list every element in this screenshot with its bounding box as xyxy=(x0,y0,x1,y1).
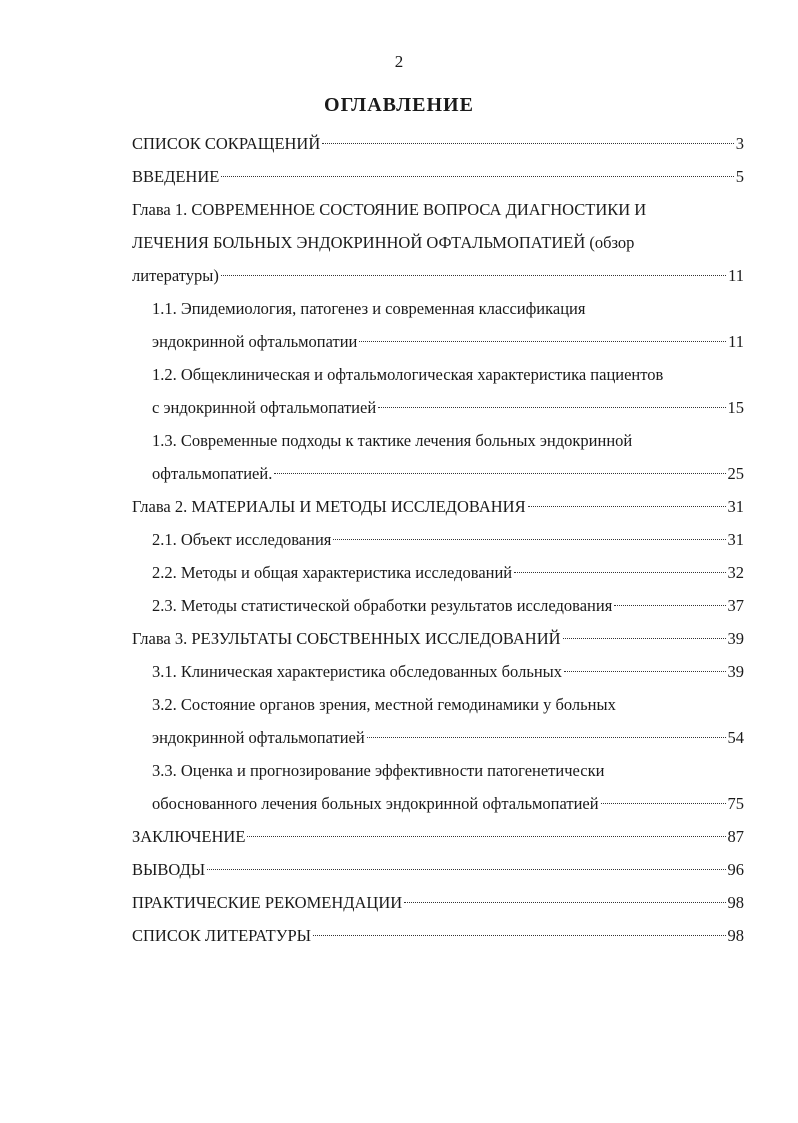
toc-entry-row xyxy=(132,919,744,952)
toc-entry-line: 1.1. Эпидемиология, патогенез и современная классификация xyxy=(152,299,586,318)
toc-page-number: 37 xyxy=(727,596,744,615)
toc-entry[interactable] xyxy=(132,655,744,688)
dot-leader xyxy=(313,934,725,936)
dot-leader xyxy=(514,571,725,573)
toc-page-number: 15 xyxy=(727,398,744,417)
toc-entry-title: ВЫВОДЫ xyxy=(132,860,206,879)
toc-page-number: 87 xyxy=(727,827,744,846)
toc-entry-title: СПИСОК СОКРАЩЕНИЙ xyxy=(132,134,321,153)
toc-entry[interactable] xyxy=(132,193,744,292)
dot-leader xyxy=(404,901,725,903)
toc-entry[interactable] xyxy=(132,127,744,160)
toc-entry-line: 1.2. Общеклиническая и офтальмологическая характеристика пациентов xyxy=(152,365,664,384)
toc-entry-row xyxy=(152,457,744,490)
toc-entry-row xyxy=(152,787,744,820)
toc-entry-title: 2.1. Объект исследования xyxy=(152,530,332,549)
toc-entry-row xyxy=(152,523,744,556)
toc-entry-row xyxy=(152,655,744,688)
toc-entry-title: 2.2. Методы и общая характеристика исследований xyxy=(152,563,513,582)
toc-page-number: 11 xyxy=(728,332,744,351)
dot-leader xyxy=(221,274,726,276)
toc-entry-row xyxy=(132,490,744,523)
page-number: 2 xyxy=(394,52,404,71)
toc-entry-title: ПРАКТИЧЕСКИЕ РЕКОМЕНДАЦИИ xyxy=(132,893,403,912)
toc-entry-title: ЗАКЛЮЧЕНИЕ xyxy=(132,827,246,846)
toc-entry[interactable] xyxy=(132,886,744,919)
toc-page-number: 54 xyxy=(727,728,744,747)
toc-page-number: 31 xyxy=(727,530,744,549)
toc-entry-title: офтальмопатией. xyxy=(152,464,273,483)
dot-leader xyxy=(207,868,725,870)
toc-entry[interactable] xyxy=(132,853,744,886)
toc-entry-row xyxy=(152,391,744,424)
toc-entry[interactable] xyxy=(132,622,744,655)
toc-entry[interactable] xyxy=(132,358,744,424)
toc-entry-row xyxy=(132,127,744,160)
toc-entry-title: эндокринной офтальмопатией xyxy=(152,728,365,747)
toc-entry[interactable] xyxy=(132,919,744,952)
toc-entry[interactable] xyxy=(132,292,744,358)
toc-title: ОГЛАВЛЕНИЕ xyxy=(324,94,474,116)
toc-entry[interactable] xyxy=(132,556,744,589)
dot-leader xyxy=(322,142,733,144)
toc-entry-title: обоснованного лечения больных эндокринной офтальмопатией xyxy=(152,794,599,813)
toc-page-number: 98 xyxy=(727,926,744,945)
toc-entry-row xyxy=(152,721,744,754)
toc-entry-title: СПИСОК ЛИТЕРАТУРЫ xyxy=(132,926,312,945)
toc-entry-row xyxy=(152,556,744,589)
toc-entry[interactable] xyxy=(132,820,744,853)
dot-leader xyxy=(333,538,725,540)
toc-entry[interactable] xyxy=(132,754,744,820)
toc-entry-title: литературы) xyxy=(132,266,219,285)
toc-entry[interactable] xyxy=(132,523,744,556)
toc-entry-line: 3.2. Состояние органов зрения, местной гемодинамики у больных xyxy=(152,695,616,714)
toc-entry-row xyxy=(132,160,744,193)
toc-page-number: 5 xyxy=(735,167,744,186)
dot-leader xyxy=(274,472,725,474)
toc-entry-title: Глава 2. МАТЕРИАЛЫ И МЕТОДЫ ИССЛЕДОВАНИЯ xyxy=(132,497,526,516)
toc-entry-line: 3.3. Оценка и прогнозирование эффективности патогенетически xyxy=(152,761,605,780)
table-of-contents xyxy=(132,127,744,952)
toc-page-number: 11 xyxy=(728,266,744,285)
dot-leader xyxy=(528,505,726,507)
toc-page-number: 32 xyxy=(727,563,744,582)
toc-entry[interactable] xyxy=(132,490,744,523)
toc-entry-title: Глава 3. РЕЗУЛЬТАТЫ СОБСТВЕННЫХ ИССЛЕДОВАНИЙ xyxy=(132,629,561,648)
dot-leader xyxy=(614,604,725,606)
toc-page-number: 75 xyxy=(727,794,744,813)
dot-leader xyxy=(378,406,725,408)
toc-entry[interactable] xyxy=(132,589,744,622)
toc-page-number: 96 xyxy=(727,860,744,879)
toc-entry-row xyxy=(152,589,744,622)
toc-entry-row xyxy=(132,622,744,655)
toc-page-number: 39 xyxy=(727,629,744,648)
toc-page-number: 98 xyxy=(727,893,744,912)
toc-entry-row xyxy=(152,325,744,358)
toc-entry[interactable] xyxy=(132,688,744,754)
dot-leader xyxy=(247,835,725,837)
toc-page-number: 39 xyxy=(727,662,744,681)
dot-leader xyxy=(564,670,725,672)
toc-entry-title: 3.1. Клиническая характеристика обследованных больных xyxy=(152,662,563,681)
dot-leader xyxy=(359,340,726,342)
toc-entry-line: 1.3. Современные подходы к тактике лечения больных эндокринной xyxy=(152,431,633,450)
toc-entry-row xyxy=(132,853,744,886)
dot-leader xyxy=(367,736,726,738)
toc-entry-title: эндокринной офтальмопатии xyxy=(152,332,358,351)
dot-leader xyxy=(563,637,726,639)
toc-entry-line: Глава 1. СОВРЕМЕННОЕ СОСТОЯНИЕ ВОПРОСА ДИАГНОСТИКИ И xyxy=(132,200,647,219)
dot-leader xyxy=(601,802,726,804)
toc-entry-title: ВВЕДЕНИЕ xyxy=(132,167,220,186)
toc-page-number: 25 xyxy=(727,464,744,483)
toc-entry-row xyxy=(132,820,744,853)
toc-entry-title: 2.3. Методы статистической обработки результатов исследования xyxy=(152,596,613,615)
toc-entry-row xyxy=(132,886,744,919)
toc-entry-title: с эндокринной офтальмопатией xyxy=(152,398,377,417)
toc-page-number: 3 xyxy=(735,134,744,153)
toc-page-number: 31 xyxy=(727,497,744,516)
toc-entry-line: ЛЕЧЕНИЯ БОЛЬНЫХ ЭНДОКРИННОЙ ОФТАЛЬМОПАТИЕЙ (обзор xyxy=(132,233,635,252)
toc-entry[interactable] xyxy=(132,424,744,490)
toc-entry-row xyxy=(132,259,744,292)
dot-leader xyxy=(221,175,733,177)
toc-entry[interactable] xyxy=(132,160,744,193)
